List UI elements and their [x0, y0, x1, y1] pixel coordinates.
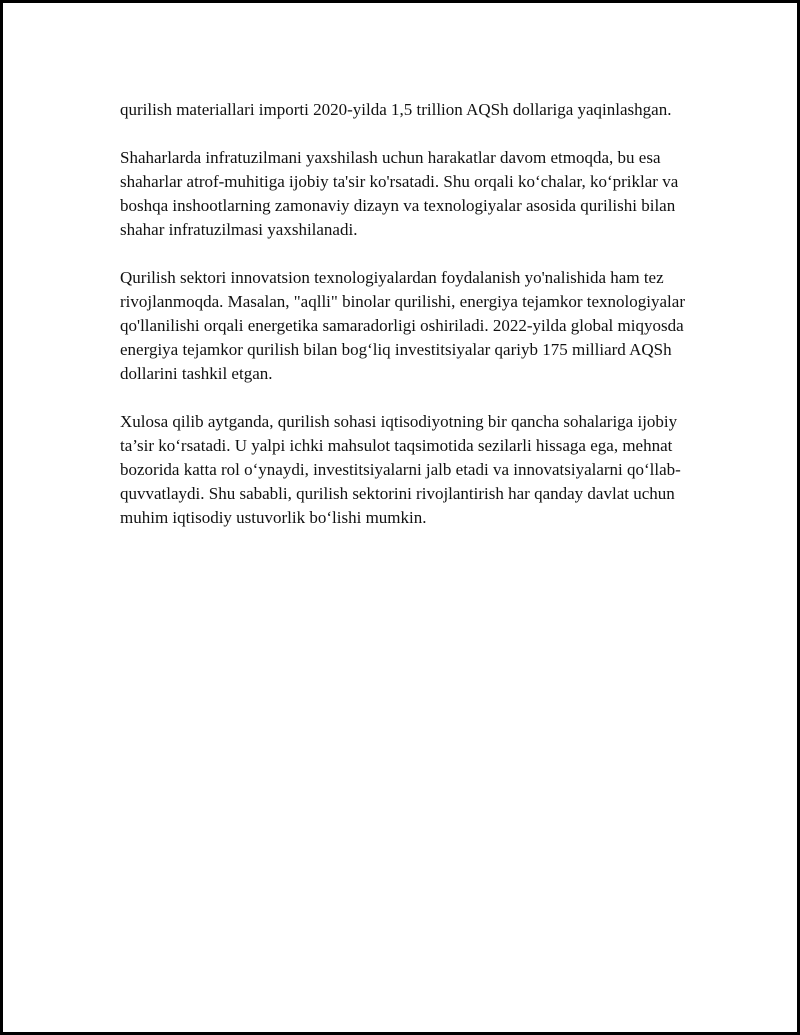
paragraph-infrastructure: Shaharlarda infratuzilmani yaxshilash uchun harakatlar davom etmoqda, bu esa shaharlar atrof-muhitiga ijobiy ta'sir ko'rsatadi. Shu orqali ko‘chalar, ko‘priklar va boshqa inshootlarning zamonaviy dizayn va texnologiyalar asosida qurilishi bilan shahar infratuzilmasi yaxshilanadi.	[120, 148, 679, 239]
document-body	[120, 98, 690, 554]
paragraph-conclusion: Xulosa qilib aytganda, qurilish sohasi iqtisodiyotning bir qancha sohalariga ijobiy ta’sir ko‘rsatadi. U yalpi ichki mahsulot taqsimotida sezilarli hissaga ega, mehnat bozorida katta rol o‘ynaydi, investitsiyalarni jalb etadi va innovatsiyalarni qo‘llab-quvvatlaydi. Shu sababli, qurilish sektorini rivojlantirish har qanday davlat uchun muhim iqtisodiy ustuvorlik bo‘lishi mumkin.	[120, 412, 681, 527]
paragraph-import: qurilish materiallari importi 2020-yilda 1,5 trillion AQSh dollariga yaqinlashgan.	[120, 100, 672, 119]
paragraph-innovation: Qurilish sektori innovatsion texnologiyalardan foydalanish yo'nalishida ham tez rivojlanmoqda. Masalan, "aqlli" binolar qurilishi, energiya tejamkor texnologiyalar qo'llanilishi orqali energetika samaradorligi oshiriladi. 2022-yilda global miqyosda energiya tejamkor qurilish bilan bog‘liq investitsiyalar qariyb 175 milliard AQSh dollarini tashkil etgan.	[120, 268, 685, 383]
